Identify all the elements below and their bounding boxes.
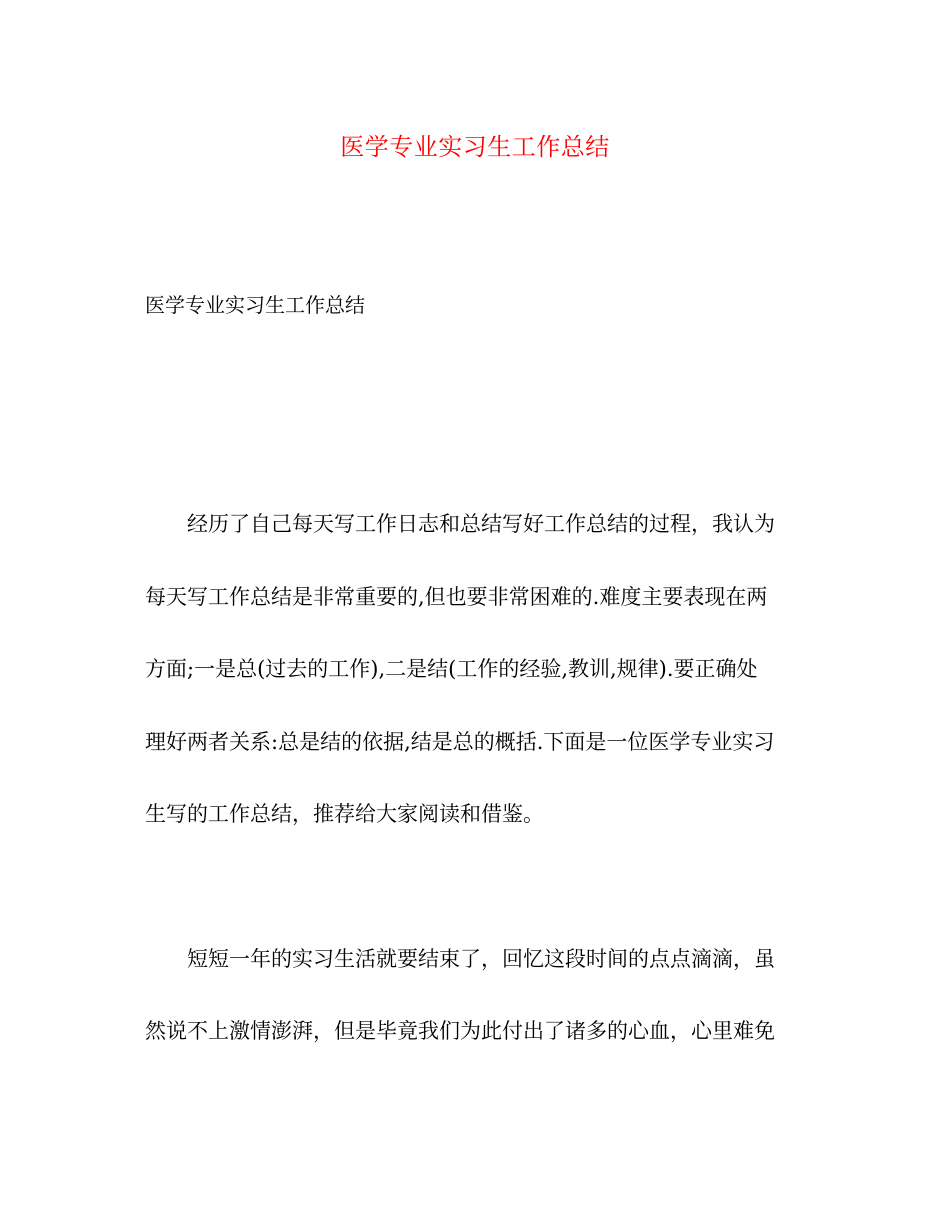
document-subtitle: 医学专业实习生工作总结 [145,293,365,317]
paragraph-1-line: 经历了自己每天写工作日志和总结写好工作总结的过程，我认为 [187,512,775,536]
paragraph-1-line: 方面;一是总(过去的工作),二是结(工作的经验,教训,规律).要正确处 [145,657,758,681]
paragraph-1-line: 生写的工作总结，推荐给大家阅读和借鉴。 [145,802,544,826]
paragraph-1-line: 每天写工作总结是非常重要的,但也要非常困难的.难度主要表现在两 [145,585,768,609]
paragraph-2-line: 短短一年的实习生活就要结束了，回忆这段时间的点点滴滴，虽 [187,947,775,971]
paragraph-2-line: 然说不上激情澎湃，但是毕竟我们为此付出了诸多的心血，心里难免 [145,1019,775,1043]
paragraph-1-line: 理好两者关系:总是结的依据,结是总的概括.下面是一位医学专业实习 [145,730,775,754]
document-title: 医学专业实习生工作总结 [340,133,610,161]
